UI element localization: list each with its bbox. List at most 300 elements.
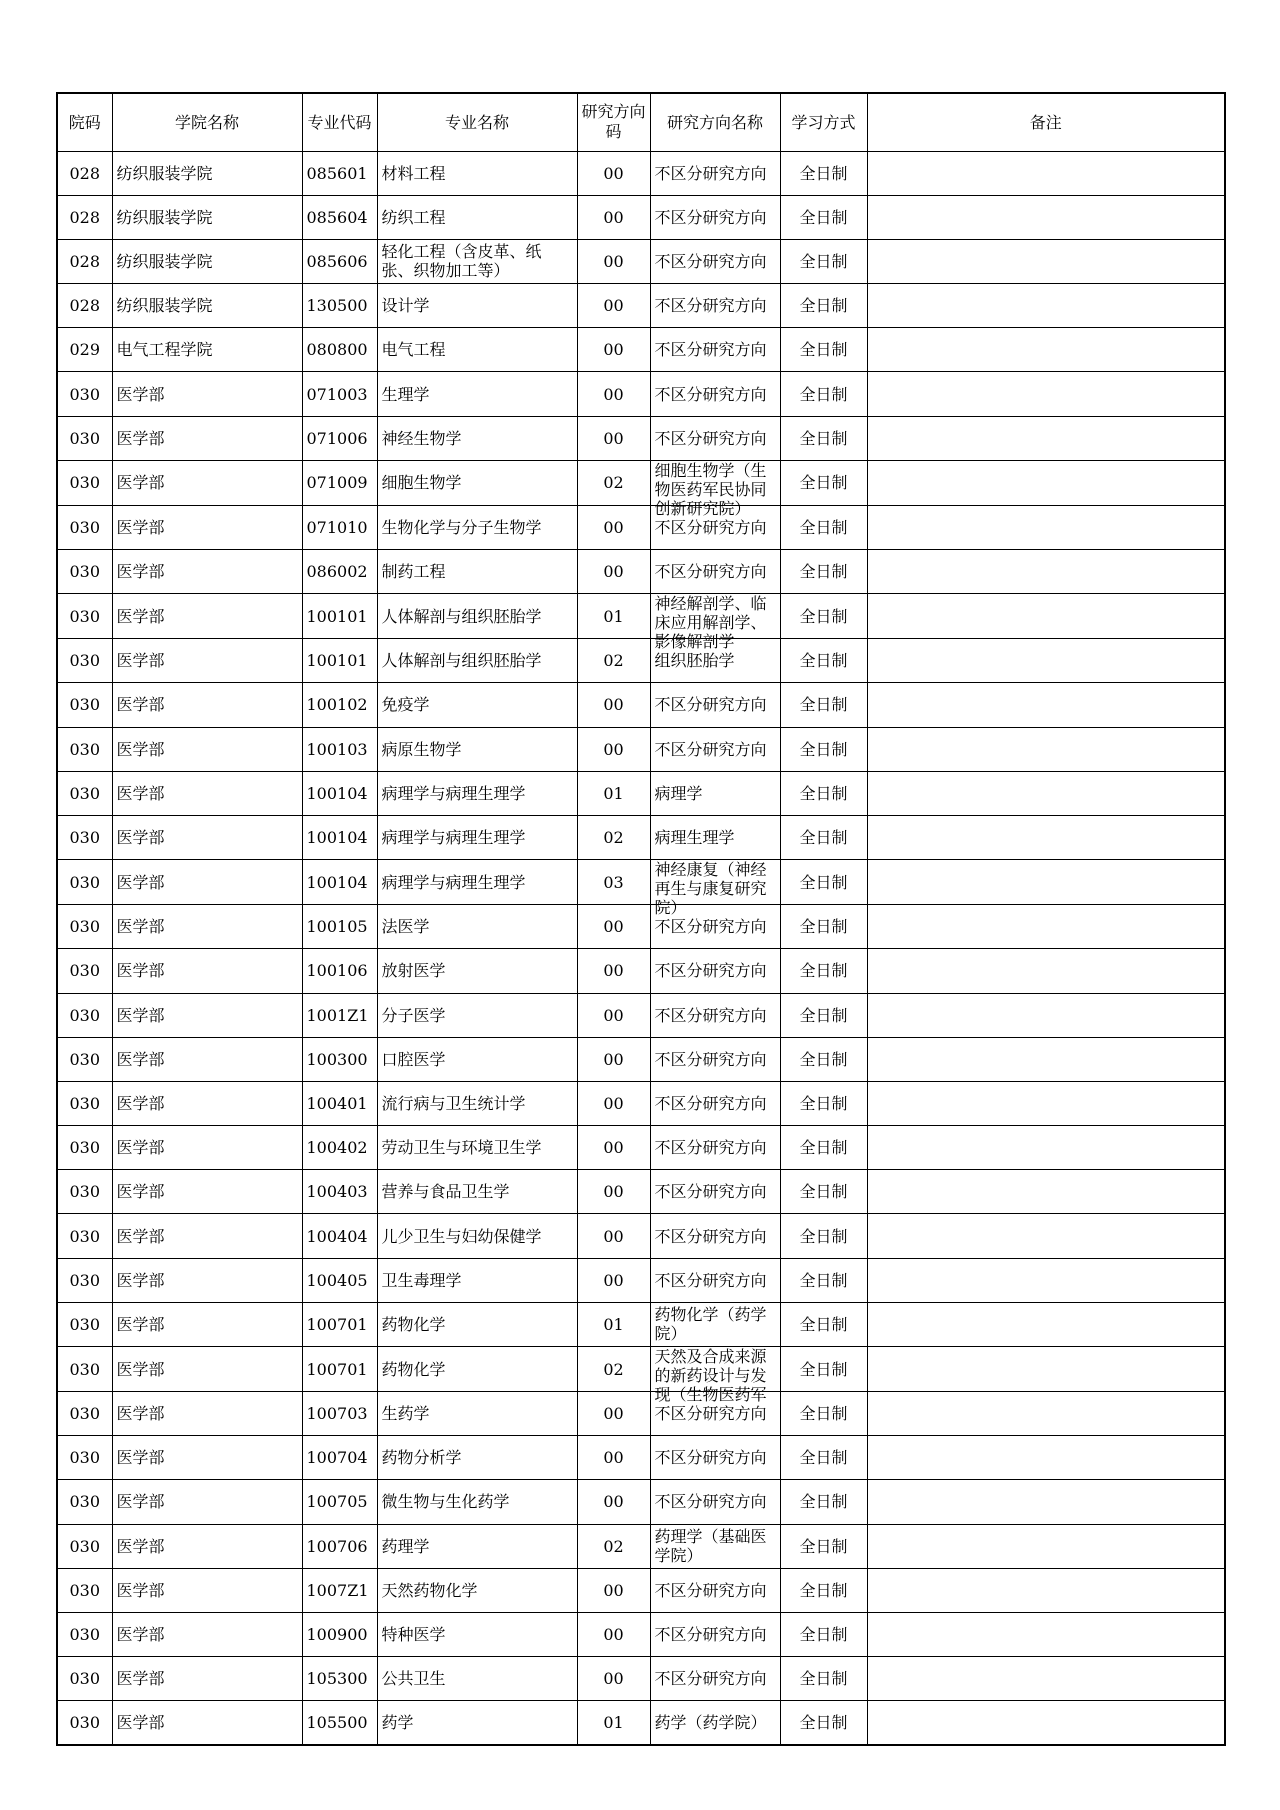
major-name-text: 生物化学与分子生物学: [381, 517, 542, 537]
study-mode-cell: 全日制: [780, 1392, 867, 1436]
major-code-cell: 100701: [302, 1347, 377, 1392]
table-row: [57, 1524, 1225, 1568]
college-name-cell: 医学部: [112, 1214, 302, 1258]
college-name-cell: 医学部: [112, 1126, 302, 1170]
college-code-cell: 030: [57, 594, 112, 639]
direction-name-cell: [650, 1081, 780, 1125]
direction-name-text: 不区分研究方向: [654, 1138, 767, 1158]
major-name-cell: [377, 949, 577, 993]
major-name-cell: [377, 1258, 577, 1302]
direction-name-text: 不区分研究方向: [654, 961, 767, 981]
remarks-cell: [867, 683, 1225, 727]
college-code-cell: 030: [57, 949, 112, 993]
major-name-cell: [377, 1480, 577, 1524]
college-code-cell: 030: [57, 993, 112, 1037]
header-major-name: 专业名称: [377, 93, 577, 151]
major-code-cell: 100900: [302, 1612, 377, 1656]
major-name-cell: [377, 594, 577, 639]
college-code-cell: 030: [57, 1392, 112, 1436]
major-name-text: 细胞生物学: [381, 473, 462, 493]
direction-name-text: 药物化学（药学院）: [654, 1305, 767, 1344]
major-name-text: 劳动卫生与环境卫生学: [381, 1138, 542, 1158]
table-row: [57, 1258, 1225, 1302]
direction-code-cell: 02: [577, 639, 650, 683]
major-name-text: 轻化工程（含皮革、纸张、织物加工等）: [381, 242, 542, 281]
table-row: [57, 1657, 1225, 1701]
college-code-cell: 030: [57, 727, 112, 771]
study-mode-cell: 全日制: [780, 550, 867, 594]
direction-code-cell: 02: [577, 1524, 650, 1568]
direction-name-cell: [650, 1037, 780, 1081]
direction-code-cell: 00: [577, 1568, 650, 1612]
study-mode-cell: 全日制: [780, 594, 867, 639]
direction-code-cell: 01: [577, 1701, 650, 1745]
college-name-cell: 医学部: [112, 460, 302, 505]
direction-name-text: 不区分研究方向: [654, 1448, 767, 1468]
remarks-cell: [867, 1612, 1225, 1656]
study-mode-cell: 全日制: [780, 727, 867, 771]
college-name-cell: 医学部: [112, 1480, 302, 1524]
study-mode-cell: 全日制: [780, 1480, 867, 1524]
study-mode-cell: 全日制: [780, 1657, 867, 1701]
major-name-text: 药物化学: [381, 1359, 446, 1379]
study-mode-cell: 全日制: [780, 683, 867, 727]
major-name-cell: [377, 1436, 577, 1480]
college-code-cell: 030: [57, 1612, 112, 1656]
table-row: [57, 1480, 1225, 1524]
study-mode-cell: 全日制: [780, 1302, 867, 1346]
college-name-cell: 医学部: [112, 1258, 302, 1302]
major-name-cell: [377, 905, 577, 949]
direction-code-cell: 00: [577, 372, 650, 416]
remarks-cell: [867, 239, 1225, 283]
direction-name-cell: [650, 683, 780, 727]
direction-name-text: 神经解剖学、临床应用解剖学、影像解剖学: [654, 594, 767, 652]
college-name-cell: 医学部: [112, 727, 302, 771]
college-code-cell: 030: [57, 1701, 112, 1745]
college-name-cell: 纺织服装学院: [112, 195, 302, 239]
direction-name-cell: [650, 550, 780, 594]
college-name-cell: 医学部: [112, 860, 302, 905]
table-row: [57, 1126, 1225, 1170]
major-code-cell: 085606: [302, 239, 377, 283]
direction-name-text: 不区分研究方向: [654, 428, 767, 448]
remarks-cell: [867, 1081, 1225, 1125]
study-mode-cell: 全日制: [780, 195, 867, 239]
remarks-cell: [867, 328, 1225, 372]
college-name-cell: 纺织服装学院: [112, 151, 302, 195]
major-code-cell: 100403: [302, 1170, 377, 1214]
direction-code-cell: 00: [577, 1214, 650, 1258]
table-row: [57, 727, 1225, 771]
college-code-cell: 030: [57, 683, 112, 727]
college-code-cell: 030: [57, 1170, 112, 1214]
major-code-cell: 085604: [302, 195, 377, 239]
study-mode-cell: 全日制: [780, 1037, 867, 1081]
major-name-cell: [377, 1037, 577, 1081]
table-row: [57, 416, 1225, 460]
major-name-text: 免疫学: [381, 695, 430, 715]
major-name-text: 药理学: [381, 1536, 430, 1556]
college-code-cell: 028: [57, 151, 112, 195]
major-code-cell: 100402: [302, 1126, 377, 1170]
direction-name-text: 组织胚胎学: [654, 651, 735, 671]
college-code-cell: 030: [57, 416, 112, 460]
major-code-cell: 100105: [302, 905, 377, 949]
direction-name-text: 不区分研究方向: [654, 695, 767, 715]
direction-name-cell: [650, 239, 780, 283]
major-code-cell: 100101: [302, 639, 377, 683]
college-code-cell: 030: [57, 1258, 112, 1302]
direction-code-cell: 02: [577, 815, 650, 859]
college-code-cell: 028: [57, 195, 112, 239]
table-row: [57, 815, 1225, 859]
direction-name-text: 不区分研究方向: [654, 562, 767, 582]
major-code-cell: 086002: [302, 550, 377, 594]
major-code-cell: 1001Z1: [302, 993, 377, 1037]
remarks-cell: [867, 505, 1225, 549]
remarks-cell: [867, 1480, 1225, 1524]
study-mode-cell: 全日制: [780, 505, 867, 549]
study-mode-cell: 全日制: [780, 815, 867, 859]
remarks-cell: [867, 1170, 1225, 1214]
direction-name-cell: [650, 1612, 780, 1656]
major-name-cell: [377, 815, 577, 859]
direction-code-cell: 00: [577, 1081, 650, 1125]
college-name-cell: 医学部: [112, 771, 302, 815]
major-name-cell: [377, 1392, 577, 1436]
direction-code-cell: 00: [577, 1258, 650, 1302]
remarks-cell: [867, 1347, 1225, 1392]
major-name-text: 药物分析学: [381, 1448, 462, 1468]
direction-name-text: 不区分研究方向: [654, 1226, 767, 1246]
header-direction-name: 研究方向名称: [650, 93, 780, 151]
college-code-cell: 030: [57, 1347, 112, 1392]
college-code-cell: 030: [57, 1657, 112, 1701]
table-row: [57, 1612, 1225, 1656]
remarks-cell: [867, 1037, 1225, 1081]
major-code-cell: 100104: [302, 771, 377, 815]
college-name-cell: 医学部: [112, 1612, 302, 1656]
direction-name-cell: [650, 151, 780, 195]
study-mode-cell: 全日制: [780, 1081, 867, 1125]
direction-name-text: 不区分研究方向: [654, 1182, 767, 1202]
major-name-text: 材料工程: [381, 163, 446, 183]
major-code-cell: 080800: [302, 328, 377, 372]
college-code-cell: 030: [57, 550, 112, 594]
major-name-cell: [377, 1657, 577, 1701]
major-name-cell: [377, 460, 577, 505]
major-code-cell: 105300: [302, 1657, 377, 1701]
direction-code-cell: 00: [577, 416, 650, 460]
direction-name-cell: [650, 1436, 780, 1480]
table-row: [57, 1170, 1225, 1214]
major-name-text: 分子医学: [381, 1005, 446, 1025]
direction-code-cell: 00: [577, 505, 650, 549]
header-college-code: 院码: [57, 93, 112, 151]
direction-name-cell: [650, 416, 780, 460]
header-major-code: 专业代码: [302, 93, 377, 151]
direction-code-cell: 00: [577, 993, 650, 1037]
major-code-cell: 071006: [302, 416, 377, 460]
major-code-cell: 100401: [302, 1081, 377, 1125]
remarks-cell: [867, 1258, 1225, 1302]
major-name-text: 病理学与病理生理学: [381, 783, 526, 803]
study-mode-cell: 全日制: [780, 1170, 867, 1214]
major-name-text: 纺织工程: [381, 207, 446, 227]
remarks-cell: [867, 1524, 1225, 1568]
major-name-cell: [377, 993, 577, 1037]
college-code-cell: 030: [57, 1214, 112, 1258]
college-code-cell: 030: [57, 1524, 112, 1568]
college-code-cell: 028: [57, 239, 112, 283]
college-name-cell: 医学部: [112, 1347, 302, 1392]
major-name-text: 特种医学: [381, 1625, 446, 1645]
direction-name-cell: [650, 328, 780, 372]
direction-name-text: 不区分研究方向: [654, 207, 767, 227]
table-row: [57, 284, 1225, 328]
major-name-cell: [377, 151, 577, 195]
major-code-cell: 100102: [302, 683, 377, 727]
major-name-cell: [377, 860, 577, 905]
direction-name-text: 病理学: [654, 783, 703, 803]
college-code-cell: 030: [57, 1081, 112, 1125]
direction-name-text: 不区分研究方向: [654, 296, 767, 316]
major-name-text: 人体解剖与组织胚胎学: [381, 651, 542, 671]
direction-name-text: 不区分研究方向: [654, 1093, 767, 1113]
table-row: [57, 993, 1225, 1037]
direction-name-cell: [650, 1701, 780, 1745]
header-direction-code: 研究方向码: [577, 93, 650, 151]
table-row: [57, 905, 1225, 949]
table-body: [57, 151, 1225, 1745]
direction-name-text: 不区分研究方向: [654, 340, 767, 360]
major-name-text: 营养与食品卫生学: [381, 1182, 510, 1202]
major-name-text: 法医学: [381, 917, 430, 937]
college-code-cell: 030: [57, 1126, 112, 1170]
college-code-cell: 029: [57, 328, 112, 372]
remarks-cell: [867, 195, 1225, 239]
major-name-text: 神经生物学: [381, 428, 462, 448]
direction-name-cell: [650, 1347, 780, 1404]
college-code-cell: 030: [57, 1037, 112, 1081]
direction-code-cell: 00: [577, 239, 650, 283]
table-row: [57, 949, 1225, 993]
study-mode-cell: 全日制: [780, 239, 867, 283]
direction-name-text: 神经康复（神经再生与康复研究院）: [654, 860, 767, 918]
major-code-cell: 071009: [302, 460, 377, 505]
direction-name-text: 天然及合成来源的新药设计与发现（生物医药军: [654, 1347, 767, 1404]
major-name-text: 药物化学: [381, 1314, 446, 1334]
direction-name-cell: [650, 1302, 780, 1346]
college-name-cell: 医学部: [112, 372, 302, 416]
major-name-cell: [377, 1170, 577, 1214]
college-name-cell: 医学部: [112, 1037, 302, 1081]
direction-name-text: 不区分研究方向: [654, 1669, 767, 1689]
direction-name-text: 不区分研究方向: [654, 1270, 767, 1290]
direction-name-cell: [650, 284, 780, 328]
table-row: [57, 505, 1225, 549]
college-code-cell: 030: [57, 1302, 112, 1346]
college-code-cell: 030: [57, 1568, 112, 1612]
table-row: [57, 1302, 1225, 1346]
college-name-cell: 医学部: [112, 1170, 302, 1214]
study-mode-cell: 全日制: [780, 1701, 867, 1745]
remarks-cell: [867, 416, 1225, 460]
table-row: [57, 328, 1225, 372]
direction-name-cell: [650, 860, 780, 918]
remarks-cell: [867, 460, 1225, 505]
direction-code-cell: 00: [577, 1392, 650, 1436]
table-row: [57, 1701, 1225, 1745]
table-row: [57, 195, 1225, 239]
college-code-cell: 030: [57, 771, 112, 815]
college-name-cell: 医学部: [112, 993, 302, 1037]
major-name-cell: [377, 1524, 577, 1568]
table-row: [57, 771, 1225, 815]
remarks-cell: [867, 815, 1225, 859]
college-name-cell: 医学部: [112, 905, 302, 949]
direction-name-cell: [650, 949, 780, 993]
major-code-cell: 100104: [302, 815, 377, 859]
direction-name-text: 不区分研究方向: [654, 917, 767, 937]
table-row: [57, 151, 1225, 195]
direction-code-cell: 00: [577, 1612, 650, 1656]
college-name-cell: 医学部: [112, 1701, 302, 1745]
table-row: [57, 1347, 1225, 1392]
study-mode-cell: 全日制: [780, 284, 867, 328]
direction-name-text: 不区分研究方向: [654, 517, 767, 537]
direction-name-text: 病理生理学: [654, 828, 735, 848]
college-name-cell: 医学部: [112, 639, 302, 683]
direction-code-cell: 00: [577, 1126, 650, 1170]
major-name-cell: [377, 1701, 577, 1745]
direction-code-cell: 00: [577, 195, 650, 239]
remarks-cell: [867, 1436, 1225, 1480]
college-code-cell: 030: [57, 905, 112, 949]
direction-name-cell: [650, 372, 780, 416]
direction-code-cell: 02: [577, 460, 650, 505]
table-row: [57, 683, 1225, 727]
direction-name-text: 不区分研究方向: [654, 163, 767, 183]
remarks-cell: [867, 1302, 1225, 1346]
remarks-cell: [867, 727, 1225, 771]
study-mode-cell: 全日制: [780, 1524, 867, 1568]
direction-code-cell: 00: [577, 284, 650, 328]
direction-name-cell: [650, 1657, 780, 1701]
major-code-cell: 100106: [302, 949, 377, 993]
direction-name-cell: [650, 1258, 780, 1302]
major-name-text: 人体解剖与组织胚胎学: [381, 606, 542, 626]
direction-name-cell: [650, 460, 780, 518]
direction-code-cell: 00: [577, 328, 650, 372]
major-code-cell: 100101: [302, 594, 377, 639]
major-name-cell: [377, 550, 577, 594]
college-name-cell: 医学部: [112, 1657, 302, 1701]
major-name-cell: [377, 328, 577, 372]
college-name-cell: 医学部: [112, 949, 302, 993]
major-code-cell: 100706: [302, 1524, 377, 1568]
remarks-cell: [867, 372, 1225, 416]
major-name-cell: [377, 505, 577, 549]
header-study-mode: 学习方式: [780, 93, 867, 151]
remarks-cell: [867, 860, 1225, 905]
college-name-cell: 医学部: [112, 1081, 302, 1125]
college-name-cell: 医学部: [112, 1568, 302, 1612]
major-name-cell: [377, 239, 577, 283]
study-mode-cell: 全日制: [780, 1436, 867, 1480]
major-code-cell: 100300: [302, 1037, 377, 1081]
college-code-cell: 030: [57, 1436, 112, 1480]
study-mode-cell: 全日制: [780, 1612, 867, 1656]
direction-name-cell: [650, 771, 780, 815]
direction-name-cell: [650, 1126, 780, 1170]
direction-code-cell: 00: [577, 683, 650, 727]
college-name-cell: 医学部: [112, 594, 302, 639]
major-name-text: 制药工程: [381, 562, 446, 582]
major-name-text: 儿少卫生与妇幼保健学: [381, 1226, 542, 1246]
direction-name-text: 不区分研究方向: [654, 251, 767, 271]
college-name-cell: 医学部: [112, 550, 302, 594]
major-name-text: 生药学: [381, 1404, 430, 1424]
study-mode-cell: 全日制: [780, 151, 867, 195]
major-name-cell: [377, 1214, 577, 1258]
study-mode-cell: 全日制: [780, 949, 867, 993]
major-name-text: 卫生毒理学: [381, 1270, 462, 1290]
direction-name-text: 细胞生物学（生物医药军民协同创新研究院）: [654, 460, 767, 518]
major-name-text: 病原生物学: [381, 739, 462, 759]
remarks-cell: [867, 284, 1225, 328]
table-row: [57, 639, 1225, 683]
major-code-cell: 071010: [302, 505, 377, 549]
direction-code-cell: 00: [577, 949, 650, 993]
major-code-cell: 100405: [302, 1258, 377, 1302]
study-mode-cell: 全日制: [780, 328, 867, 372]
major-name-text: 口腔医学: [381, 1049, 446, 1069]
college-code-cell: 030: [57, 815, 112, 859]
table-row: [57, 1392, 1225, 1436]
direction-name-text: 药理学（基础医学院）: [654, 1527, 767, 1566]
major-name-cell: [377, 1126, 577, 1170]
college-code-cell: 030: [57, 372, 112, 416]
major-name-text: 病理学与病理生理学: [381, 828, 526, 848]
study-mode-cell: 全日制: [780, 993, 867, 1037]
college-name-cell: 纺织服装学院: [112, 284, 302, 328]
direction-code-cell: 01: [577, 1302, 650, 1346]
major-name-text: 设计学: [381, 296, 430, 316]
remarks-cell: [867, 993, 1225, 1037]
major-name-cell: [377, 727, 577, 771]
direction-name-cell: [650, 727, 780, 771]
remarks-cell: [867, 594, 1225, 639]
table-row: [57, 860, 1225, 905]
direction-name-cell: [650, 1568, 780, 1612]
direction-name-text: 不区分研究方向: [654, 1005, 767, 1025]
direction-code-cell: 00: [577, 550, 650, 594]
major-name-cell: [377, 1347, 577, 1392]
major-code-cell: 1007Z1: [302, 1568, 377, 1612]
remarks-cell: [867, 1657, 1225, 1701]
college-name-cell: 医学部: [112, 416, 302, 460]
college-name-cell: 医学部: [112, 1436, 302, 1480]
table-row: [57, 239, 1225, 283]
major-name-text: 公共卫生: [381, 1669, 446, 1689]
remarks-cell: [867, 1568, 1225, 1612]
remarks-cell: [867, 1701, 1225, 1745]
college-code-cell: 030: [57, 1480, 112, 1524]
table-row: [57, 460, 1225, 505]
direction-name-text: 不区分研究方向: [654, 1049, 767, 1069]
